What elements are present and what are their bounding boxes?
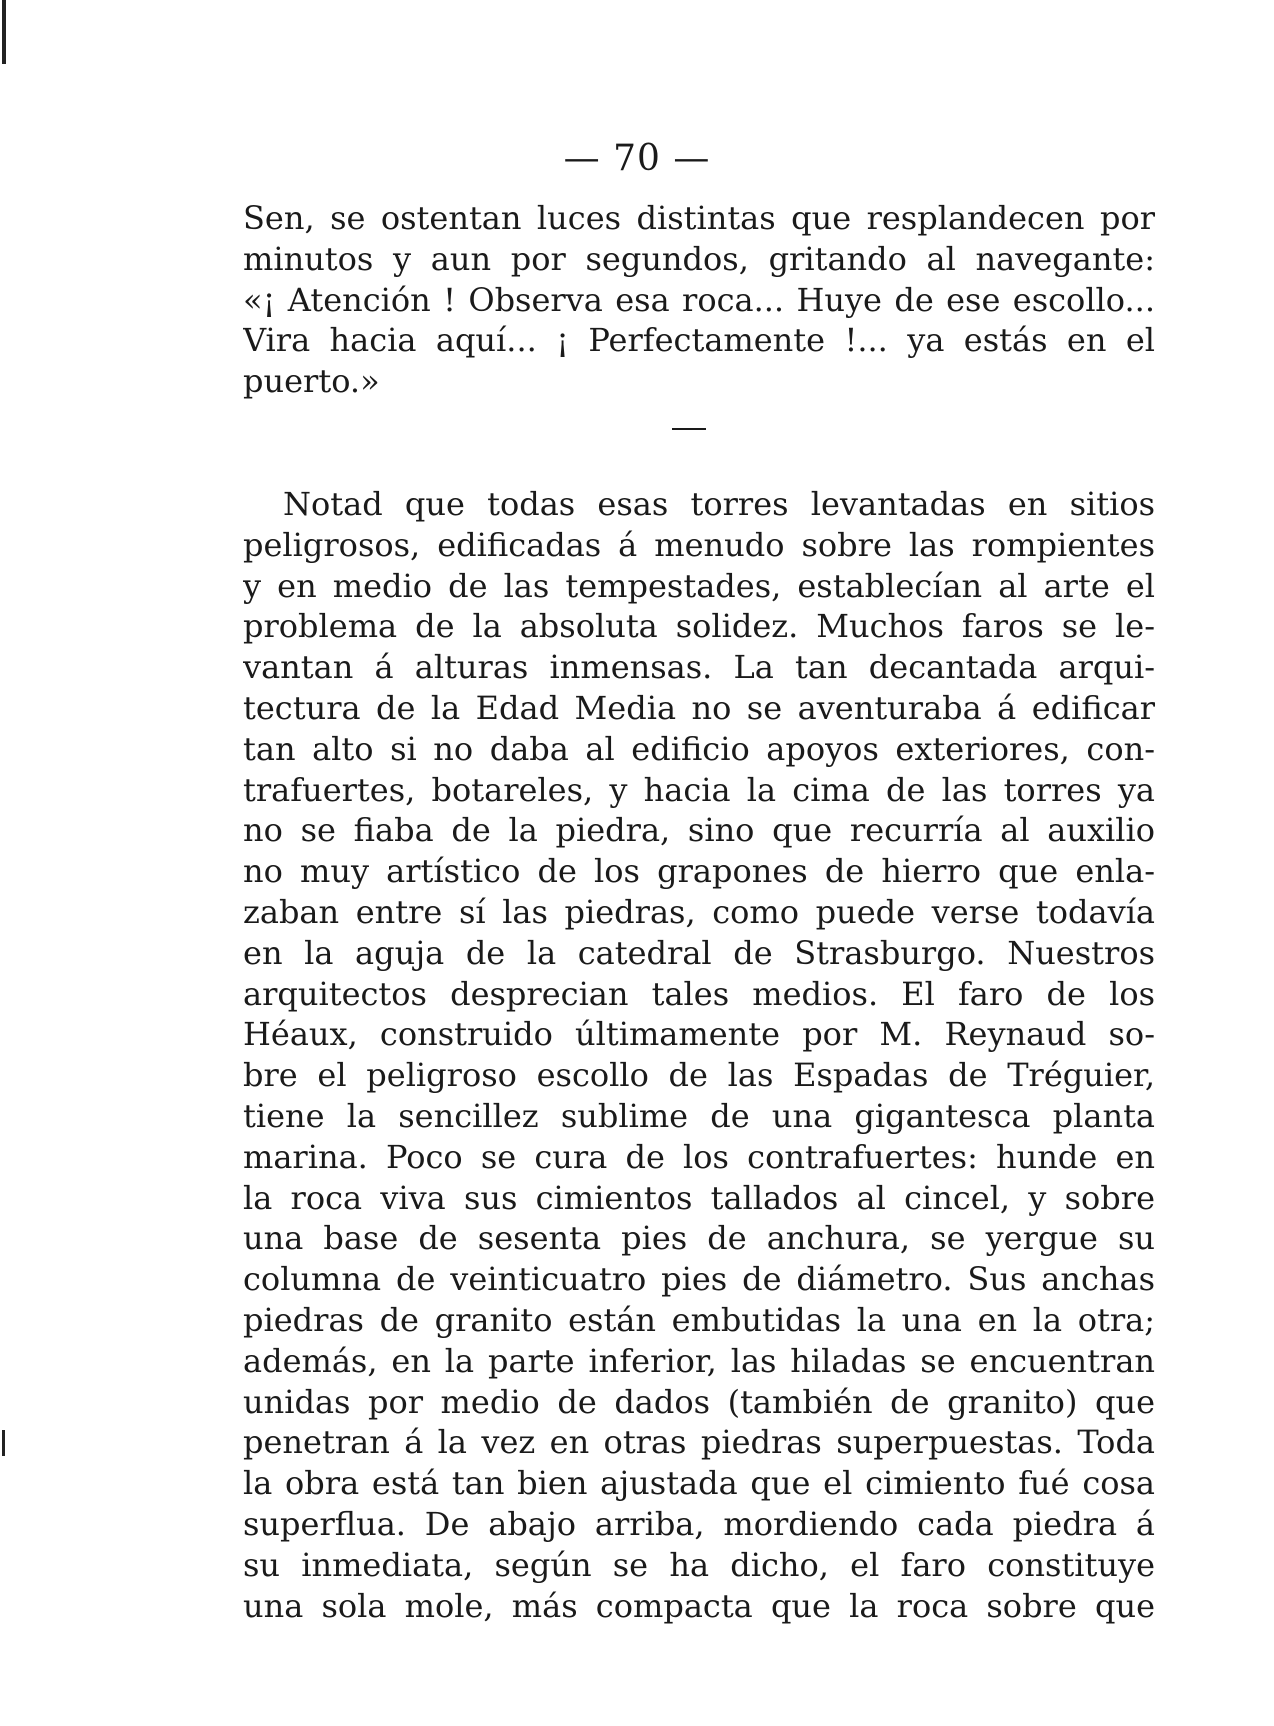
text-line: minutos y aun por segundos, gritando al navegante: (243, 239, 1155, 278)
text-line: su inmediata, según se ha dicho, el faro constituye (243, 1545, 1155, 1584)
text-line: superflua. De abajo arriba, mordiendo cada piedra á (243, 1504, 1155, 1543)
text-line: la obra está tan bien ajustada que el cimiento fué cosa (243, 1464, 1155, 1503)
text-line: Notad que todas esas torres levantadas en sitios (283, 485, 1155, 523)
text-line: Héaux, construido últimamente por M. Reynaud so- (243, 1015, 1155, 1054)
paragraph-lighthouse-solidity (243, 484, 1155, 1626)
text-line: penetran á la vez en otras piedras superpuestas. Toda (243, 1423, 1155, 1462)
text-line: tiene la sencillez sublime de una gigantesca planta (243, 1096, 1155, 1135)
text-line: arquitectos desprecian tales medios. El faro de los (243, 974, 1155, 1013)
text-line: Sen, se ostentan luces distintas que resplandecen por (243, 199, 1155, 237)
text-line: además, en la parte inferior, las hiladas se encuentran (243, 1341, 1155, 1380)
text-line: tectura de la Edad Media no se aventuraba á edificar (243, 688, 1155, 727)
text-line: tan alto si no daba al edificio apoyos exteriores, con- (243, 729, 1155, 768)
text-line: piedras de granito están embutidas la una en la otra; (243, 1300, 1155, 1339)
text-line: y en medio de las tempestades, establecían al arte el (243, 566, 1155, 605)
text-line: puerto.» (243, 362, 380, 401)
text-line: zaban entre sí las piedras, como puede verse todavía (243, 892, 1155, 931)
text-line: una base de sesenta pies de anchura, se yergue su (243, 1219, 1155, 1258)
text-line: problema de la absoluta solidez. Muchos faros se le- (243, 607, 1155, 646)
text-line: bre el peligroso escollo de las Espadas de Tréguier, (243, 1056, 1155, 1095)
text-line: vantan á alturas inmensas. La tan decantada arqui- (243, 648, 1155, 687)
text-line: una sola mole, más compacta que la roca sobre que (243, 1586, 1155, 1625)
text-line: «¡ Atención ! Observa esa roca... Huye de ese escollo... (243, 280, 1155, 319)
text-line: Vira hacia aquí... ¡ Perfectamente !... ya estás en el (243, 321, 1155, 360)
text-line: unidas por medio de dados (también de granito) que (243, 1382, 1155, 1421)
section-separator (672, 428, 706, 430)
text-line: peligrosos, edificadas á menudo sobre las rompientes (243, 525, 1155, 564)
text-line: no muy artístico de los grapones de hierro que enla- (243, 852, 1155, 891)
binding-edge-mark (2, 1430, 5, 1456)
page-number: — 70 — (563, 138, 711, 179)
binding-edge-mark (2, 0, 6, 64)
text-line: la roca viva sus cimientos tallados al cincel, y sobre (243, 1178, 1155, 1217)
text-line: no se fiaba de la piedra, sino que recurría al auxilio (243, 811, 1155, 850)
paragraph-continuation (243, 198, 1155, 402)
text-line: trafuertes, botareles, y hacia la cima de las torres ya (243, 770, 1155, 809)
text-line: en la aguja de la catedral de Strasburgo. Nuestros (243, 933, 1155, 972)
text-line: columna de veinticuatro pies de diámetro. Sus anchas (243, 1260, 1155, 1299)
text-line: marina. Poco se cura de los contrafuertes: hunde en (243, 1137, 1155, 1176)
